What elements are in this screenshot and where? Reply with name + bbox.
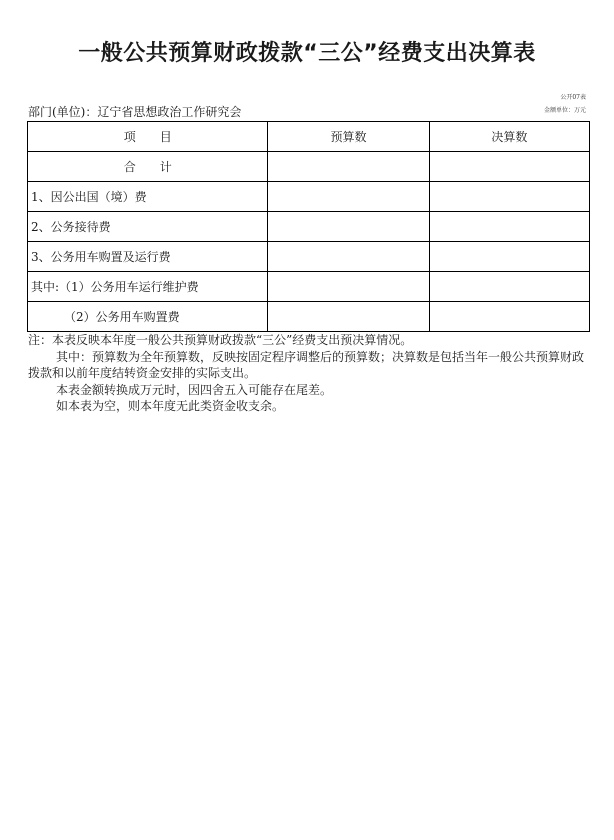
row-final-value (429, 272, 589, 302)
row-budget-value (268, 212, 429, 242)
row-item-label: 合 计 (28, 152, 268, 182)
row-budget-value (268, 242, 429, 272)
table-header-row (28, 122, 590, 152)
header-budget: 预算数 (268, 122, 429, 152)
table-row (28, 242, 590, 272)
note-line: 如本表为空，则本年度无此类资金收支余。 (56, 399, 285, 413)
row-final-value (429, 212, 589, 242)
department-unit-label: 部门(单位)：辽宁省思想政治工作研究会 (28, 105, 242, 119)
form-number: 公开07表 (560, 94, 586, 101)
note-line: 其中：预算数为全年预算数，反映按固定程序调整后的预算数；决算数是包括当年一般公共预算财政拨款和以前年度结转资金安排的实际支出。 (28, 349, 585, 380)
row-item-label: （2）公务用车购置费 (28, 302, 268, 332)
note-line: 注：本表反映本年度一般公共预算财政拨款“三公”经费支出预决算情况。 (28, 333, 413, 347)
header-final: 决算数 (429, 122, 589, 152)
table-row-total (28, 152, 590, 182)
expenditure-table (27, 121, 590, 332)
table-row (28, 212, 590, 242)
row-budget-value (268, 152, 429, 182)
row-final-value (429, 302, 589, 332)
amount-unit-label: 金额单位：万元 (543, 107, 586, 114)
page-title: 一般公共预算财政拨款“三公”经费支出决算表 (78, 41, 536, 66)
row-final-value (429, 242, 589, 272)
header-item: 项 目 (28, 122, 268, 152)
row-item-label: 3、公务用车购置及运行费 (28, 242, 268, 272)
row-final-value (429, 182, 589, 212)
row-budget-value (268, 302, 429, 332)
table-row (28, 182, 590, 212)
row-item-label: 其中:（1）公务用车运行维护费 (28, 272, 268, 302)
note-line: 本表金额转换成万元时，因四舍五入可能存在尾差。 (56, 382, 333, 397)
table-row (28, 302, 590, 332)
row-budget-value (268, 182, 429, 212)
table-row (28, 272, 590, 302)
row-budget-value (268, 272, 429, 302)
table-notes (28, 332, 590, 415)
row-final-value (429, 152, 589, 182)
row-item-label: 2、公务接待费 (28, 212, 268, 242)
row-item-label: 1、因公出国（境）费 (28, 182, 268, 212)
